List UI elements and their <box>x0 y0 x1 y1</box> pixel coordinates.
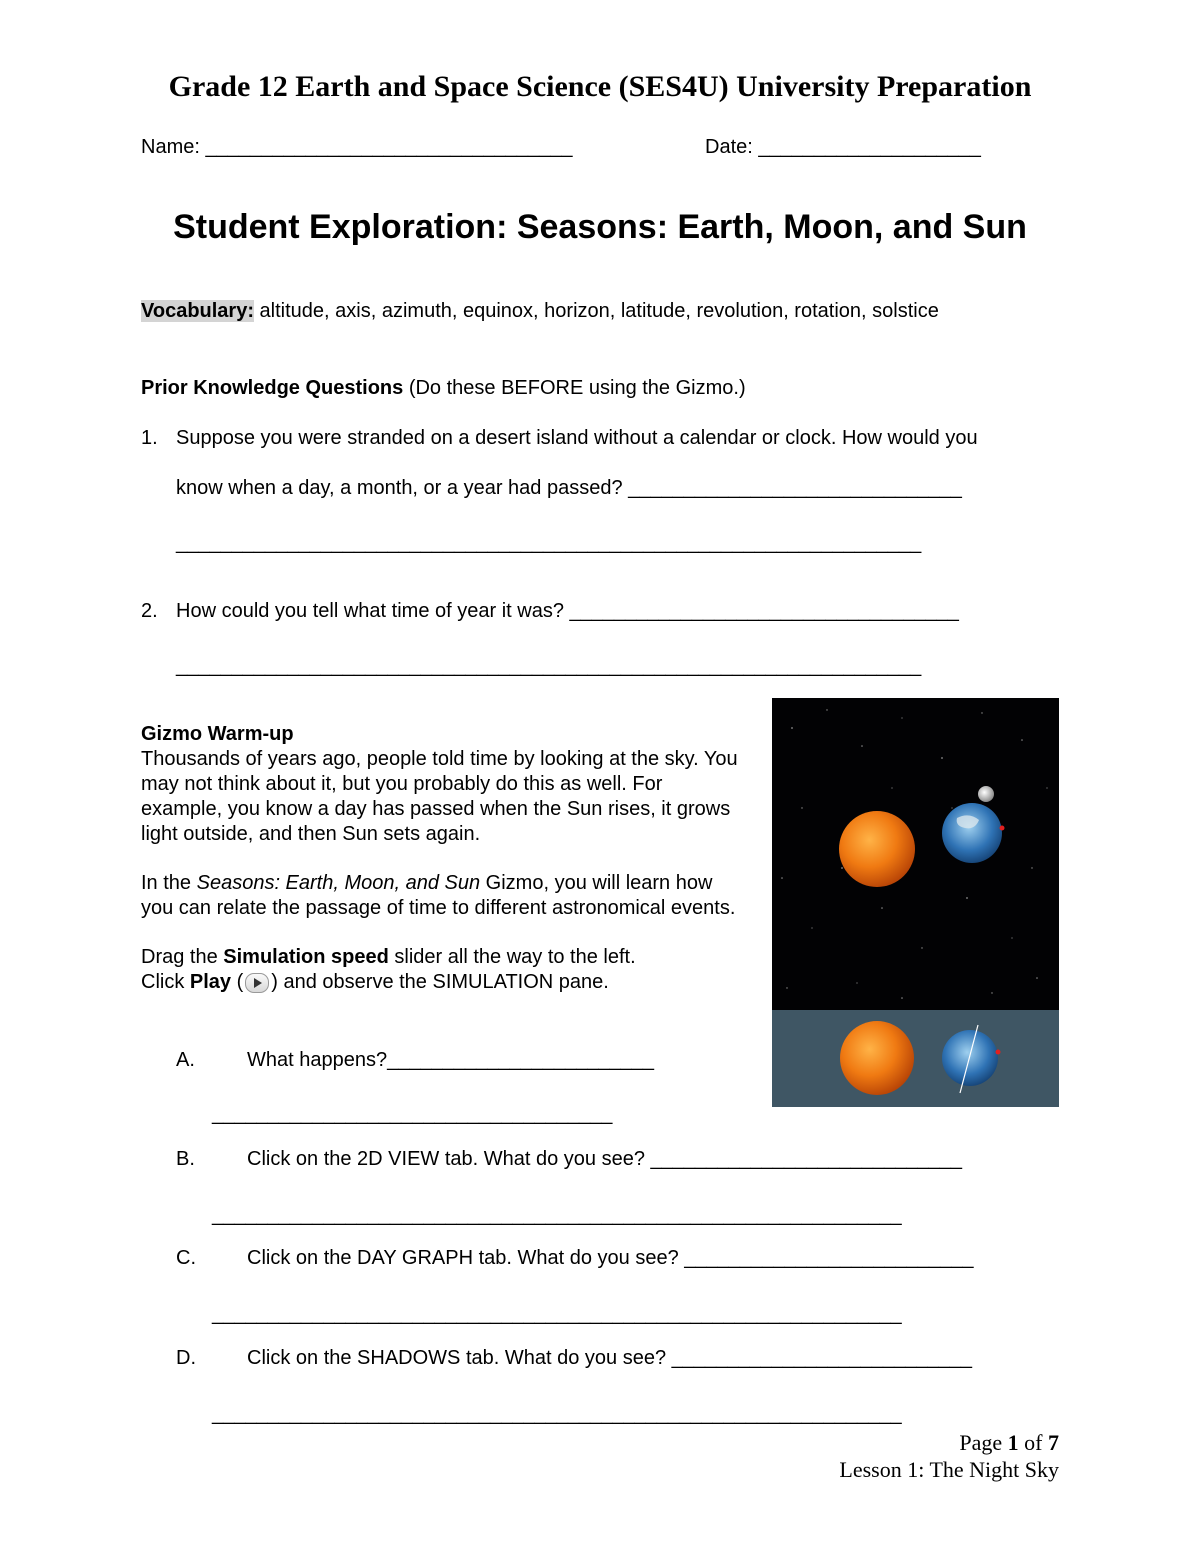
warmup-paragraph-3 <box>141 945 741 995</box>
item-a-text: What happens?________________________ <box>247 1049 655 1071</box>
name-label: Name: <box>141 136 200 158</box>
earth-2d <box>942 1030 998 1086</box>
page-title: Student Exploration: Seasons: Earth, Moon, and Sun <box>173 208 1027 246</box>
earth-marker-2d <box>996 1050 1001 1055</box>
item-c-text: Click on the DAY GRAPH tab. What do you see? __________________________ <box>247 1247 974 1269</box>
moon-3d <box>978 786 994 802</box>
warmup-p3-d: ( <box>231 971 244 993</box>
play-label: Play <box>189 971 232 993</box>
item-b-letter: B. <box>176 1148 195 1170</box>
course-title: Grade 12 Earth and Space Science (SES4U) University Preparation <box>168 70 1032 103</box>
item-b-answer-blank: ______________________________________________________________ <box>212 1204 902 1226</box>
date-blank: ____________________ <box>758 136 981 158</box>
gizmo-name: Seasons: Earth, Moon, and Sun <box>196 872 481 894</box>
item-d-text: Click on the SHADOWS tab. What do you see? ___________________________ <box>247 1347 972 1369</box>
simulation-screenshot <box>772 698 1059 1107</box>
item-a-answer-blank: ____________________________________ <box>212 1103 613 1125</box>
item-d-answer-blank: ______________________________________________________________ <box>212 1403 902 1425</box>
name-line <box>141 136 573 159</box>
page-of-label: of <box>1018 1430 1048 1455</box>
prior-knowledge-heading <box>141 377 746 400</box>
warmup-p3-b: slider all the way to the left. <box>388 946 636 968</box>
item-c-letter: C. <box>176 1247 196 1269</box>
simulation-speed-label: Simulation speed <box>223 946 389 968</box>
sun-2d <box>840 1021 914 1095</box>
item-b-text: Click on the 2D VIEW tab. What do you see? ____________________________ <box>247 1148 962 1170</box>
play-icon <box>245 973 269 993</box>
earth-marker-3d <box>1000 826 1005 831</box>
warmup-p3-a: Drag the <box>141 946 224 968</box>
page-label: Page <box>959 1430 1008 1455</box>
date-line <box>705 136 981 159</box>
date-label: Date: <box>705 136 753 158</box>
earth-3d <box>942 803 1002 863</box>
lesson-label: Lesson 1: The Night Sky <box>839 1457 1059 1482</box>
vocabulary-terms: altitude, axis, azimuth, equinox, horizon, latitude, revolution, rotation, solstice <box>254 300 939 322</box>
2d-view-panel <box>772 1010 1059 1107</box>
vocabulary-line <box>141 300 939 323</box>
question-1-line1: Suppose you were stranded on a desert island without a calendar or clock. How would you <box>176 427 978 449</box>
warmup-p3-c: Click <box>141 971 190 993</box>
question-1-answer-blank: ___________________________________________________________________ <box>176 532 922 554</box>
item-a-letter: A. <box>176 1049 195 1071</box>
warmup-p2-post: Gizmo, you will learn how you can relate the passage of time to different astronomical events. <box>141 872 736 919</box>
vocabulary-label: Vocabulary: <box>141 300 254 322</box>
warmup-p2-pre: In the <box>141 872 197 894</box>
warmup-p3-e: ) and observe the SIMULATION pane. <box>271 971 609 993</box>
prior-knowledge-note: (Do these BEFORE using the Gizmo.) <box>403 377 746 399</box>
question-1-number: 1. <box>141 427 158 449</box>
warmup-paragraph-2 <box>141 871 741 921</box>
item-c-answer-blank: ______________________________________________________________ <box>212 1303 902 1325</box>
question-2-answer-blank: ___________________________________________________________________ <box>176 655 922 677</box>
page-number <box>959 1430 1059 1456</box>
page-total: 7 <box>1048 1430 1059 1455</box>
item-d-letter: D. <box>176 1347 196 1369</box>
warmup-heading: Gizmo Warm-up <box>141 723 294 745</box>
warmup-section <box>141 722 741 995</box>
sun-3d <box>839 811 915 887</box>
question-2-number: 2. <box>141 600 158 622</box>
page-current: 1 <box>1007 1430 1019 1455</box>
prior-knowledge-title: Prior Knowledge Questions <box>141 377 404 399</box>
name-blank: _________________________________ <box>205 136 573 158</box>
warmup-paragraph-1: Thousands of years ago, people told time by looking at the sky. You may not think about it, but you probably do this as well. For example, you know a day has passed when the Sun rises, it grows light outside, and then Sun sets again. <box>141 748 738 845</box>
question-2-line1: How could you tell what time of year it was? ___________________________________ <box>176 600 959 622</box>
space-background <box>772 698 1059 1010</box>
question-1-line2: know when a day, a month, or a year had passed? ______________________________ <box>176 477 962 499</box>
